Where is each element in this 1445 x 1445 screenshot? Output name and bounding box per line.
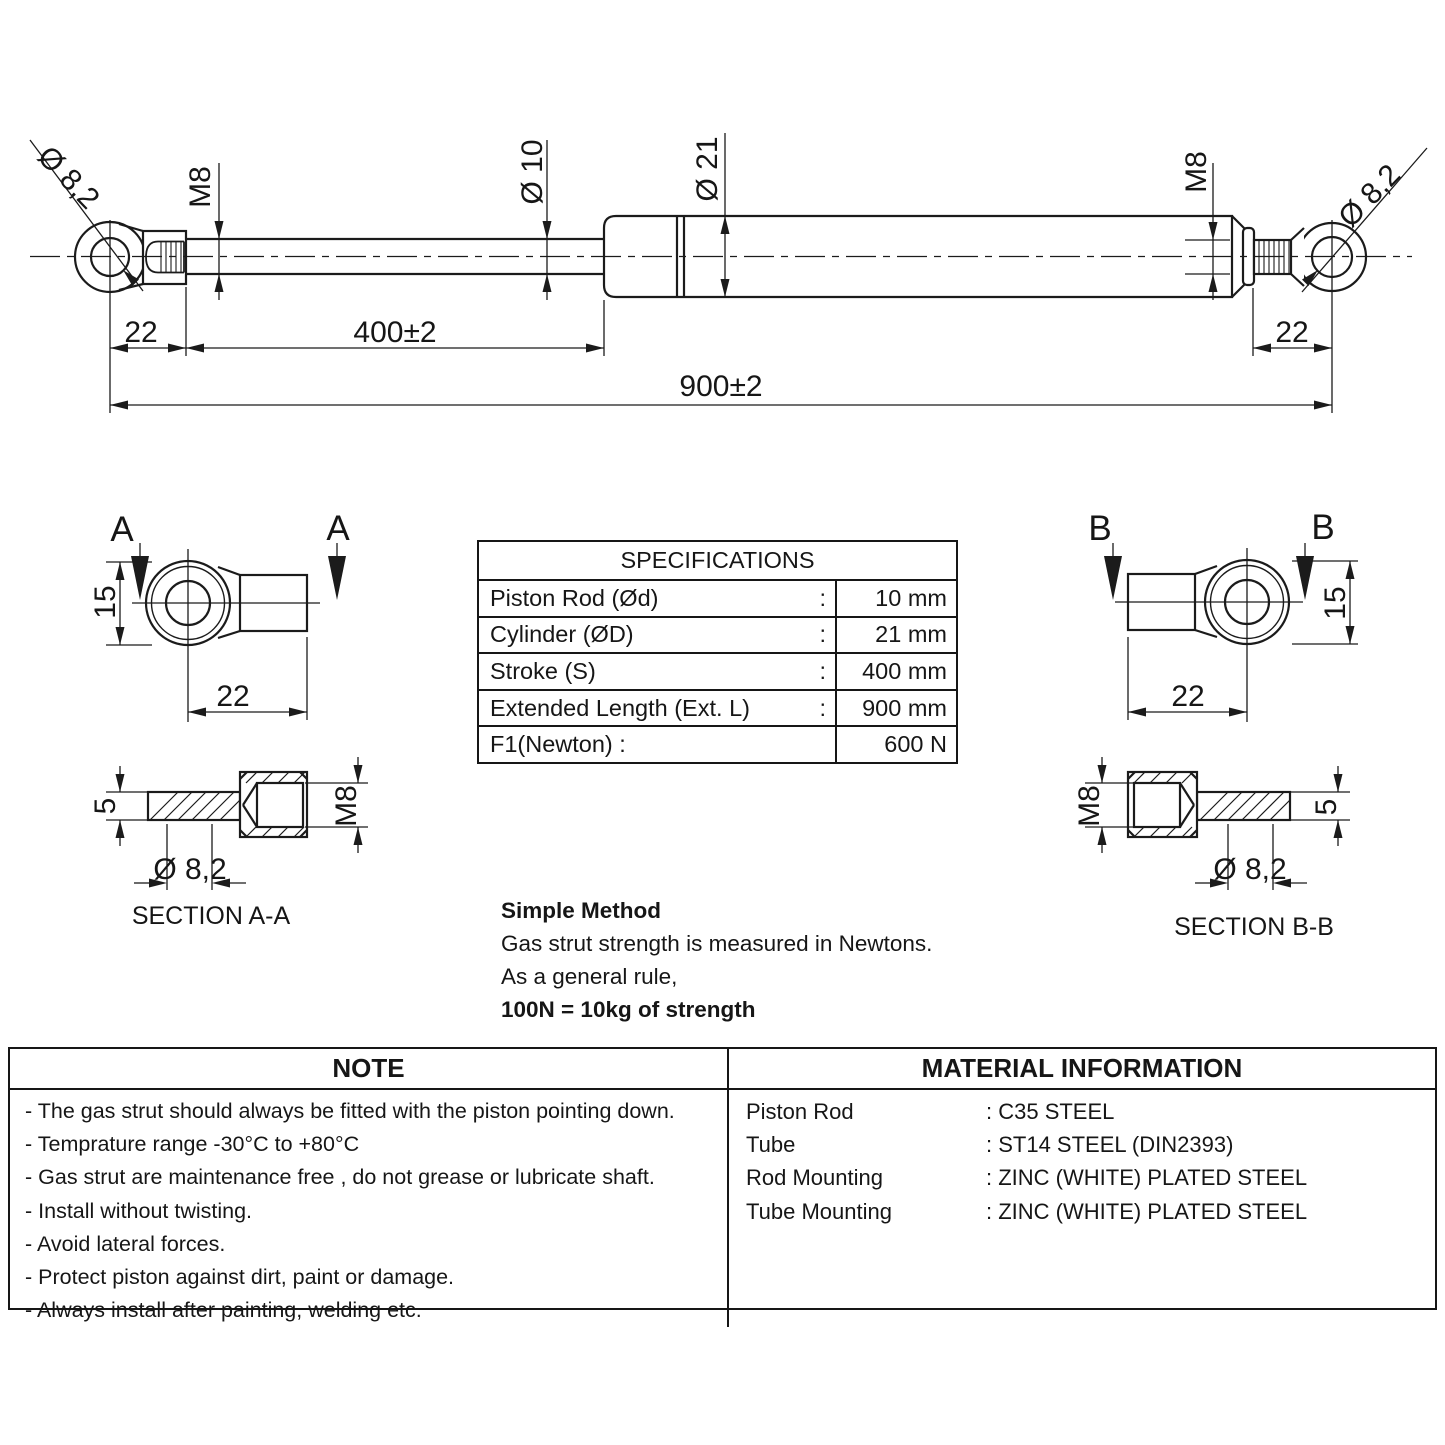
material-value: : C35 STEEL xyxy=(986,1099,1115,1124)
dim-a-hole: Ø 8,2 xyxy=(153,853,227,886)
spec-value: 900 mm xyxy=(862,694,947,721)
left-nut-block xyxy=(143,231,186,284)
dim-thread-right: M8 xyxy=(1180,151,1213,193)
spec-colon: : xyxy=(819,584,826,611)
note-item: - Protect piston against dirt, paint or damage. xyxy=(25,1265,455,1290)
material-value: : ZINC (WHITE) PLATED STEEL xyxy=(986,1198,1308,1224)
section-b-cut-view xyxy=(1128,772,1290,837)
spec-row-extended-length xyxy=(479,691,956,728)
dim-a-width: 22 xyxy=(216,680,250,713)
dim-cylinder-diameter: Ø 21 xyxy=(691,136,724,202)
spec-value: 400 mm xyxy=(862,657,947,684)
note-header: NOTE xyxy=(10,1049,729,1090)
cut-letter-a-right: A xyxy=(326,509,350,548)
material-row xyxy=(746,1128,1425,1161)
note-item: - Install without twisting. xyxy=(25,1198,253,1223)
dim-extended-length: 900±2 xyxy=(679,370,763,403)
spec-label: Cylinder (ØD) xyxy=(490,621,634,648)
section-a-title: SECTION A-A xyxy=(131,902,291,930)
cut-letter-b-right: B xyxy=(1311,508,1335,547)
spec-row-cylinder xyxy=(479,618,956,655)
spec-colon: : xyxy=(819,694,826,721)
note-material-table xyxy=(8,1047,1437,1323)
note-item: - The gas strut should always be fitted with the piston pointing down. xyxy=(25,1099,675,1123)
spec-label: F1(Newton) : xyxy=(490,731,626,758)
material-row xyxy=(746,1095,1425,1128)
material-list xyxy=(729,1090,1435,1327)
simple-method-line3: 100N = 10kg of strength xyxy=(501,997,756,1022)
note-item: - Always install after painting, welding etc. xyxy=(25,1298,422,1323)
material-value: : ZINC (WHITE) PLATED STEEL xyxy=(986,1165,1308,1191)
material-name: Rod Mounting xyxy=(746,1165,883,1191)
material-header: MATERIAL INFORMATION xyxy=(729,1049,1435,1090)
dim-rod-diameter: Ø 10 xyxy=(516,139,549,205)
spec-row-piston-rod xyxy=(479,581,956,618)
spec-label: Piston Rod (Ød) xyxy=(490,584,659,611)
dim-a-thread: M8 xyxy=(330,785,363,827)
dim-stroke-length: 400±2 xyxy=(353,316,437,349)
material-value: : ST14 STEEL (DIN2393) xyxy=(986,1132,1234,1158)
dim-a-thickness: 5 xyxy=(89,797,122,815)
dim-b-width: 22 xyxy=(1171,680,1205,713)
material-name: Tube Mounting xyxy=(746,1198,892,1224)
simple-method-note xyxy=(501,894,981,1026)
dim-thread-left: M8 xyxy=(184,166,217,208)
spec-row-stroke xyxy=(479,654,956,691)
specifications-table xyxy=(477,540,958,764)
material-name: Piston Rod xyxy=(746,1099,854,1124)
simple-method-line2: As a general rule, xyxy=(501,964,678,989)
note-item: - Avoid lateral forces. xyxy=(25,1231,226,1256)
simple-method-title: Simple Method xyxy=(501,898,662,923)
spec-colon: : xyxy=(819,657,826,684)
dim-left-eye-length: 22 xyxy=(124,316,158,349)
spec-label: Extended Length (Ext. L) xyxy=(490,694,750,721)
dim-right-eye-diameter: Ø 8,2 xyxy=(1332,158,1408,234)
note-item: - Temprature range -30°C to +80°C xyxy=(25,1132,360,1157)
dim-b-thread: M8 xyxy=(1073,785,1106,827)
note-item: - Gas strut are maintenance free , do not grease or lubricate shaft. xyxy=(25,1165,655,1190)
spec-value: 10 mm xyxy=(875,584,947,611)
dim-left-eye-diameter: Ø 8,2 xyxy=(30,139,106,216)
dim-b-hole: Ø 8,2 xyxy=(1213,853,1287,886)
simple-method-line1: Gas strut strength is measured in Newtons. xyxy=(501,931,933,956)
section-b-title: SECTION B-B xyxy=(1174,913,1334,941)
spec-colon: : xyxy=(819,621,826,648)
material-name: Tube xyxy=(746,1132,796,1158)
dim-b-height: 15 xyxy=(1319,586,1352,620)
spec-row-f1-newton xyxy=(479,727,956,762)
cut-letter-b-left: B xyxy=(1088,509,1112,548)
material-row xyxy=(746,1195,1425,1228)
note-list xyxy=(10,1090,729,1327)
spec-value: 21 mm xyxy=(875,621,947,648)
spec-value: 600 N xyxy=(884,731,947,758)
dim-b-thickness: 5 xyxy=(1310,798,1343,816)
specifications-title: SPECIFICATIONS xyxy=(479,542,956,581)
material-row xyxy=(746,1161,1425,1194)
spec-label: Stroke (S) xyxy=(490,657,596,684)
cut-letter-a-left: A xyxy=(110,510,134,549)
dim-a-height: 15 xyxy=(89,585,122,619)
dim-right-eye-length: 22 xyxy=(1275,316,1309,349)
section-a-cut-view xyxy=(148,772,307,837)
